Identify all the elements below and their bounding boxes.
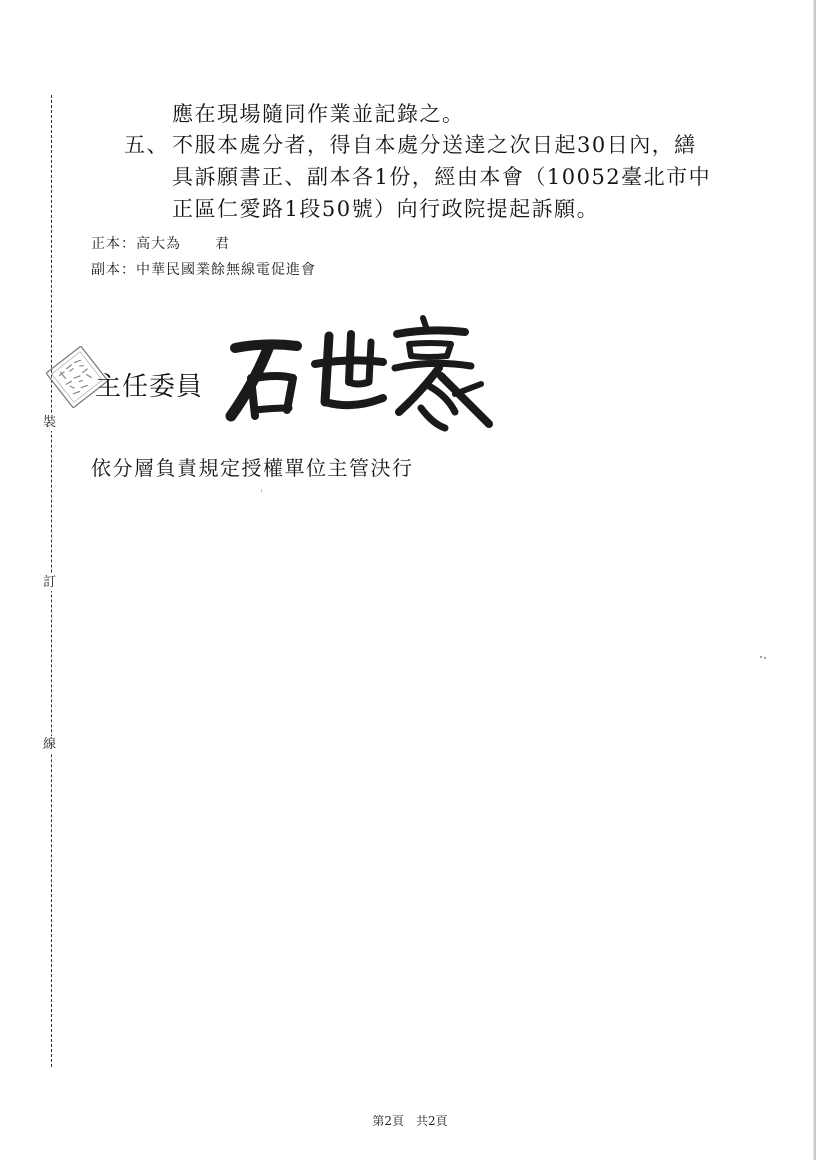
body-line-continuation: 應在現場隨同作業並記錄之。 [172,102,465,126]
delegation-note: 依分層負責規定授權單位主管決行 [91,456,414,480]
scan-speck [764,657,766,659]
page-edge [813,0,816,1160]
page-footer [0,1112,820,1129]
item-5-line-2: 具訴願書正、副本各1份，經由本會（10052臺北市中 [172,165,712,189]
scan-speck [261,489,262,492]
page-total: 共2頁 [416,1114,448,1128]
original-label: 正本： [91,236,136,252]
binding-mark-line: 線 [43,737,57,752]
copy-recipient [91,259,316,279]
copy-label: 副本： [91,262,136,278]
signatory-title: 主任委員 [95,372,204,402]
item-5-number: 五、 [124,133,169,157]
page-number: 第2頁 [372,1114,404,1128]
original-name: 高大為 [136,236,181,252]
original-honorific: 君 [215,236,230,252]
item-5-line-3: 正區仁愛路1段50號）向行政院提起訴願。 [172,197,600,221]
copy-name: 中華民國業餘無線電促進會 [136,262,316,278]
handwritten-signature [225,312,495,436]
scan-speck [760,656,762,658]
binding-mark-staple: 訂 [43,575,57,590]
item-5-line-1: 不服本處分者，得自本處分送達之次日起30日內，繕 [172,133,697,157]
binding-mark-fold: 裝 [43,415,57,430]
original-recipient [91,233,230,253]
